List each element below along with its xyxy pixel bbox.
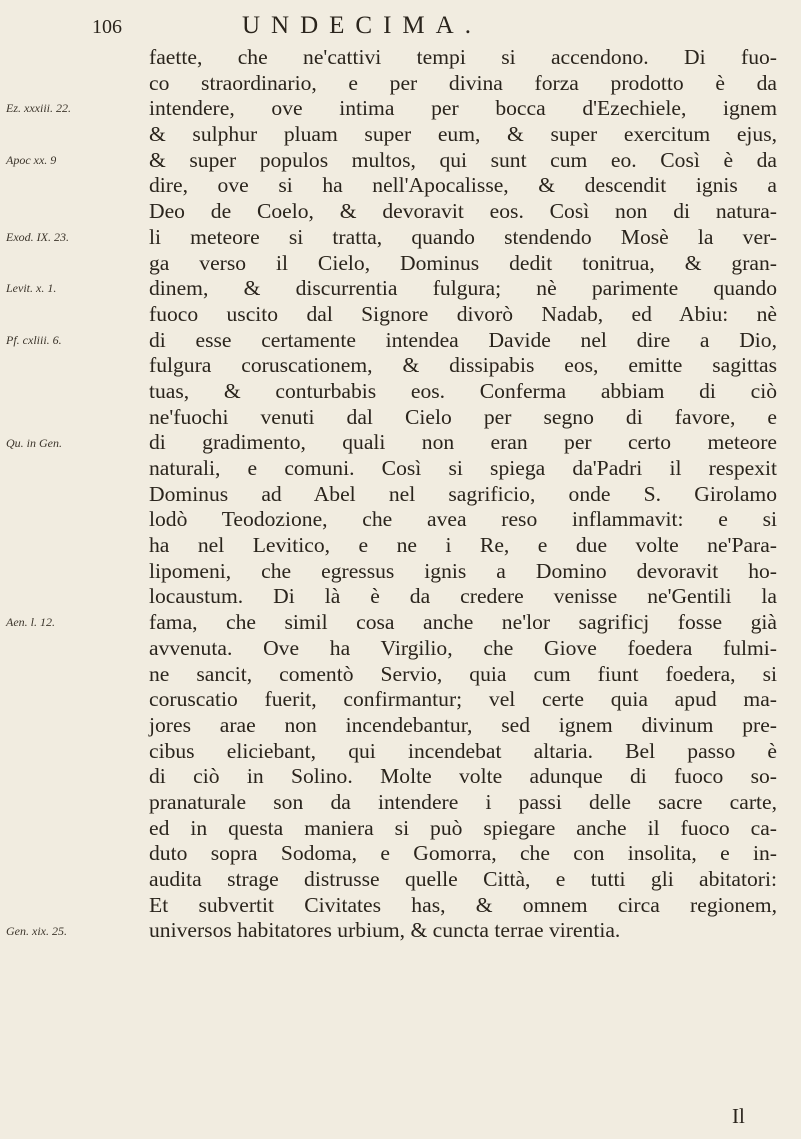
text-line: di esse certamente intendea Davide nel dire a Dio, [149, 327, 777, 352]
text-line: lodò Teodozione, che avea reso inflammavit: e si [149, 507, 777, 532]
margin-note: Qu. in Gen. [6, 435, 62, 450]
text-line: dinem, & discurrentia fulgura; nè parimente quando [149, 276, 777, 301]
text-line: tuas, & conturbabis eos. Conferma abbiam di ciò [149, 378, 777, 403]
text-line: naturali, e comuni. Così si spiega da'Padri il respexit [149, 456, 777, 480]
text-line: Et subvertit Civitates has, & omnem circa regionem, [149, 892, 777, 917]
text-line: ne'fuochi venuti dal Cielo per segno di favore, e [149, 404, 777, 429]
text-line: & super populos multos, qui sunt cum eo. Così è da [149, 147, 777, 172]
margin-note: Gen. xix. 25. [6, 923, 67, 938]
text-line: li meteore si tratta, quando stendendo Mosè la ver- [149, 224, 777, 249]
margin-note: Pf. cxliii. 6. [6, 332, 62, 347]
text-line: co straordinario, e per divina forza prodotto è da [149, 70, 777, 95]
text-line: audita strage distrusse quelle Città, e tutti gli abitatori: [149, 867, 777, 891]
text-line: & sulphur pluam super eum, & super exercitum ejus, [149, 122, 777, 147]
text-line: avvenuta. Ove ha Virgilio, che Giove foedera fulmi- [149, 635, 777, 660]
text-line: cibus eliciebant, qui incendebat altaria. Bel passo è [149, 738, 777, 763]
text-line: intendere, ove intima per bocca d'Ezechiele, ignem [149, 96, 777, 121]
text-line: di ciò in Solino. Molte volte adunque di fuoco so- [149, 764, 777, 789]
catchword: Il [732, 1104, 745, 1128]
margin-note: Apoc xx. 9 [6, 152, 57, 167]
text-line: di gradimento, quali non eran per certo meteore [149, 430, 777, 455]
text-line: fuoco uscito dal Signore divorò Nadab, ed Abiu: nè [149, 301, 777, 326]
page-header [92, 12, 712, 42]
running-title: UNDECIMA. [242, 12, 482, 39]
margin-note: Levit. x. 1. [6, 281, 57, 296]
text-line: ne sancit, comentò Servio, quia cum fiunt foedera, si [149, 661, 777, 686]
text-line: locaustum. Di là è da credere venisse ne'Gentili la [149, 584, 777, 609]
text-line: dire, ove si ha nell'Apocalisse, & descendit ignis a [149, 173, 777, 198]
text-line: fulgura coruscationem, & dissipabis eos, emitte sagittas [149, 353, 777, 378]
text-line: ed in questa maniera si può spiegare anche il fuoco ca- [149, 815, 777, 840]
text-line: ga verso il Cielo, Dominus dedit tonitrua, & gran- [149, 250, 777, 275]
text-line: Dominus ad Abel nel sagrificio, onde S. Girolamo [149, 481, 777, 506]
text-line: lipomeni, che egressus ignis a Domino devoravit ho- [149, 558, 777, 583]
text-line: duto sopra Sodoma, e Gomorra, che con insolita, e in- [149, 841, 777, 866]
text-line: universos habitatores urbium, & cuncta terrae virentia. [149, 918, 621, 943]
text-line: coruscatio fuerit, confirmantur; vel certe quia apud ma- [149, 687, 777, 712]
text-line: jores arae non incendebantur, sed ignem divinum pre- [149, 712, 777, 737]
text-line: faette, che ne'cattivi tempi si accendono. Di fuo- [149, 45, 777, 69]
text-line: fama, che simil cosa anche ne'lor sagrificj fosse già [149, 610, 777, 635]
text-line: ha nel Levitico, e ne i Re, e due volte ne'Para- [149, 533, 777, 558]
text-line: pranaturale son da intendere i passi delle sacre carte, [149, 789, 777, 814]
body-text [149, 45, 777, 944]
page-number: 106 [92, 16, 122, 38]
margin-note: Aen. l. 12. [6, 615, 55, 630]
margin-note: Exod. IX. 23. [6, 229, 69, 244]
margin-note: Ez. xxxiii. 22. [6, 101, 71, 116]
text-line: Deo de Coelo, & devoravit eos. Così non di natura- [149, 199, 777, 224]
